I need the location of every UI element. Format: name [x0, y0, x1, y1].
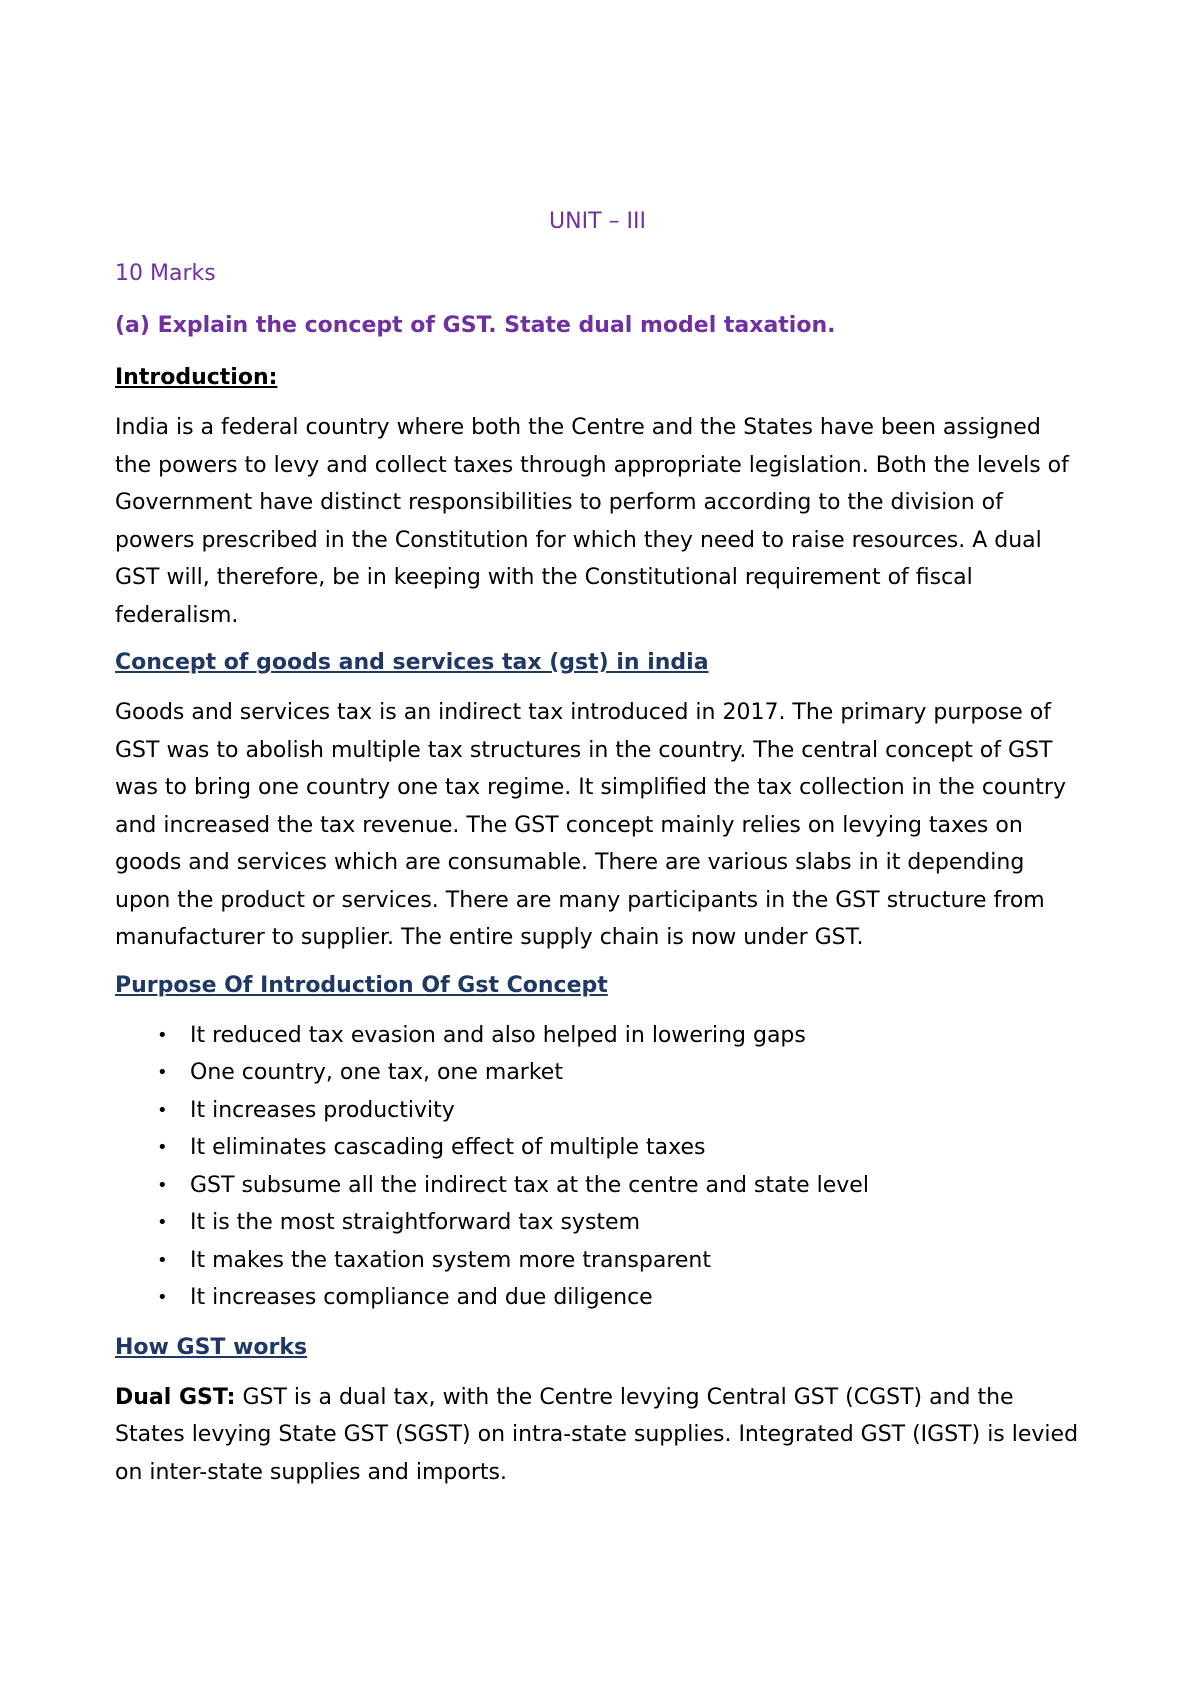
bullet-icon: •	[157, 1024, 168, 1046]
list-item	[157, 1167, 1080, 1205]
list-item-text: It increases compliance and due diligence	[190, 1285, 653, 1310]
bullet-icon: •	[157, 1212, 168, 1233]
question-heading: (a) Explain the concept of GST. State dual model taxation.	[115, 313, 836, 338]
dual-gst-paragraph	[115, 1379, 1080, 1492]
bullet-icon: •	[157, 1137, 168, 1158]
dual-gst-text: GST is a dual tax, with the Centre levying Central GST (CGST) and the States levying State GST (SGST) on intra-state supplies. Integrated GST (IGST) is levied on inter-state supplies and imports.	[115, 1384, 1079, 1485]
bullet-icon: •	[157, 1249, 168, 1271]
introduction-paragraph: India is a federal country where both the Centre and the States have been assigned the powers to levy and collect taxes through appropriate legislation. Both the levels of Government have distinct responsibilities to perform according to the division of powers prescribed in the Constitution for which they need to raise resources. A dual GST will, therefore, be in keeping with the Constitutional requirement of fiscal federalism.	[115, 415, 1069, 628]
bullet-icon: •	[157, 1062, 168, 1083]
how-gst-works-heading: How GST works	[115, 1334, 308, 1360]
bullet-icon: •	[157, 1174, 168, 1196]
list-item	[157, 1054, 1080, 1092]
dual-gst-label: Dual GST:	[115, 1384, 236, 1410]
purpose-heading: Purpose Of Introduction Of Gst Concept	[115, 972, 608, 998]
bullet-icon: •	[157, 1099, 168, 1121]
list-item	[157, 1017, 1080, 1055]
list-item	[157, 1242, 1080, 1280]
list-item-text: It reduced tax evasion and also helped in lowering gaps	[190, 1022, 806, 1048]
list-item	[157, 1129, 1080, 1167]
list-item-text: It makes the taxation system more transparent	[190, 1247, 711, 1273]
marks-label: 10 Marks	[115, 261, 216, 286]
unit-title: UNIT – III	[549, 209, 646, 234]
concept-paragraph: Goods and services tax is an indirect tax introduced in 2017. The primary purpose of GST was to abolish multiple tax structures in the country. The central concept of GST was to bring one country one tax regime. It simplified the tax collection in the country and increased the tax revenue. The GST concept mainly relies on levying taxes on goods and services which are consumable. There are various slabs in it depending upon the product or services. There are many participants in the GST structure from manufacturer to supplier. The entire supply chain is now under GST.	[115, 700, 1066, 950]
list-item	[157, 1092, 1080, 1130]
purpose-list	[115, 1017, 1080, 1317]
introduction-heading: Introduction:	[115, 365, 278, 390]
list-item-text: One country, one tax, one market	[190, 1060, 563, 1085]
list-item-text: It increases productivity	[190, 1097, 455, 1123]
bullet-icon: •	[157, 1287, 168, 1308]
concept-heading: Concept of goods and services tax (gst) in india	[115, 650, 709, 675]
list-item	[157, 1279, 1080, 1317]
list-item-text: GST subsume all the indirect tax at the centre and state level	[190, 1172, 869, 1198]
list-item-text: It is the most straightforward tax system	[190, 1210, 641, 1235]
list-item-text: It eliminates cascading effect of multiple taxes	[190, 1135, 706, 1160]
list-item	[157, 1204, 1080, 1242]
